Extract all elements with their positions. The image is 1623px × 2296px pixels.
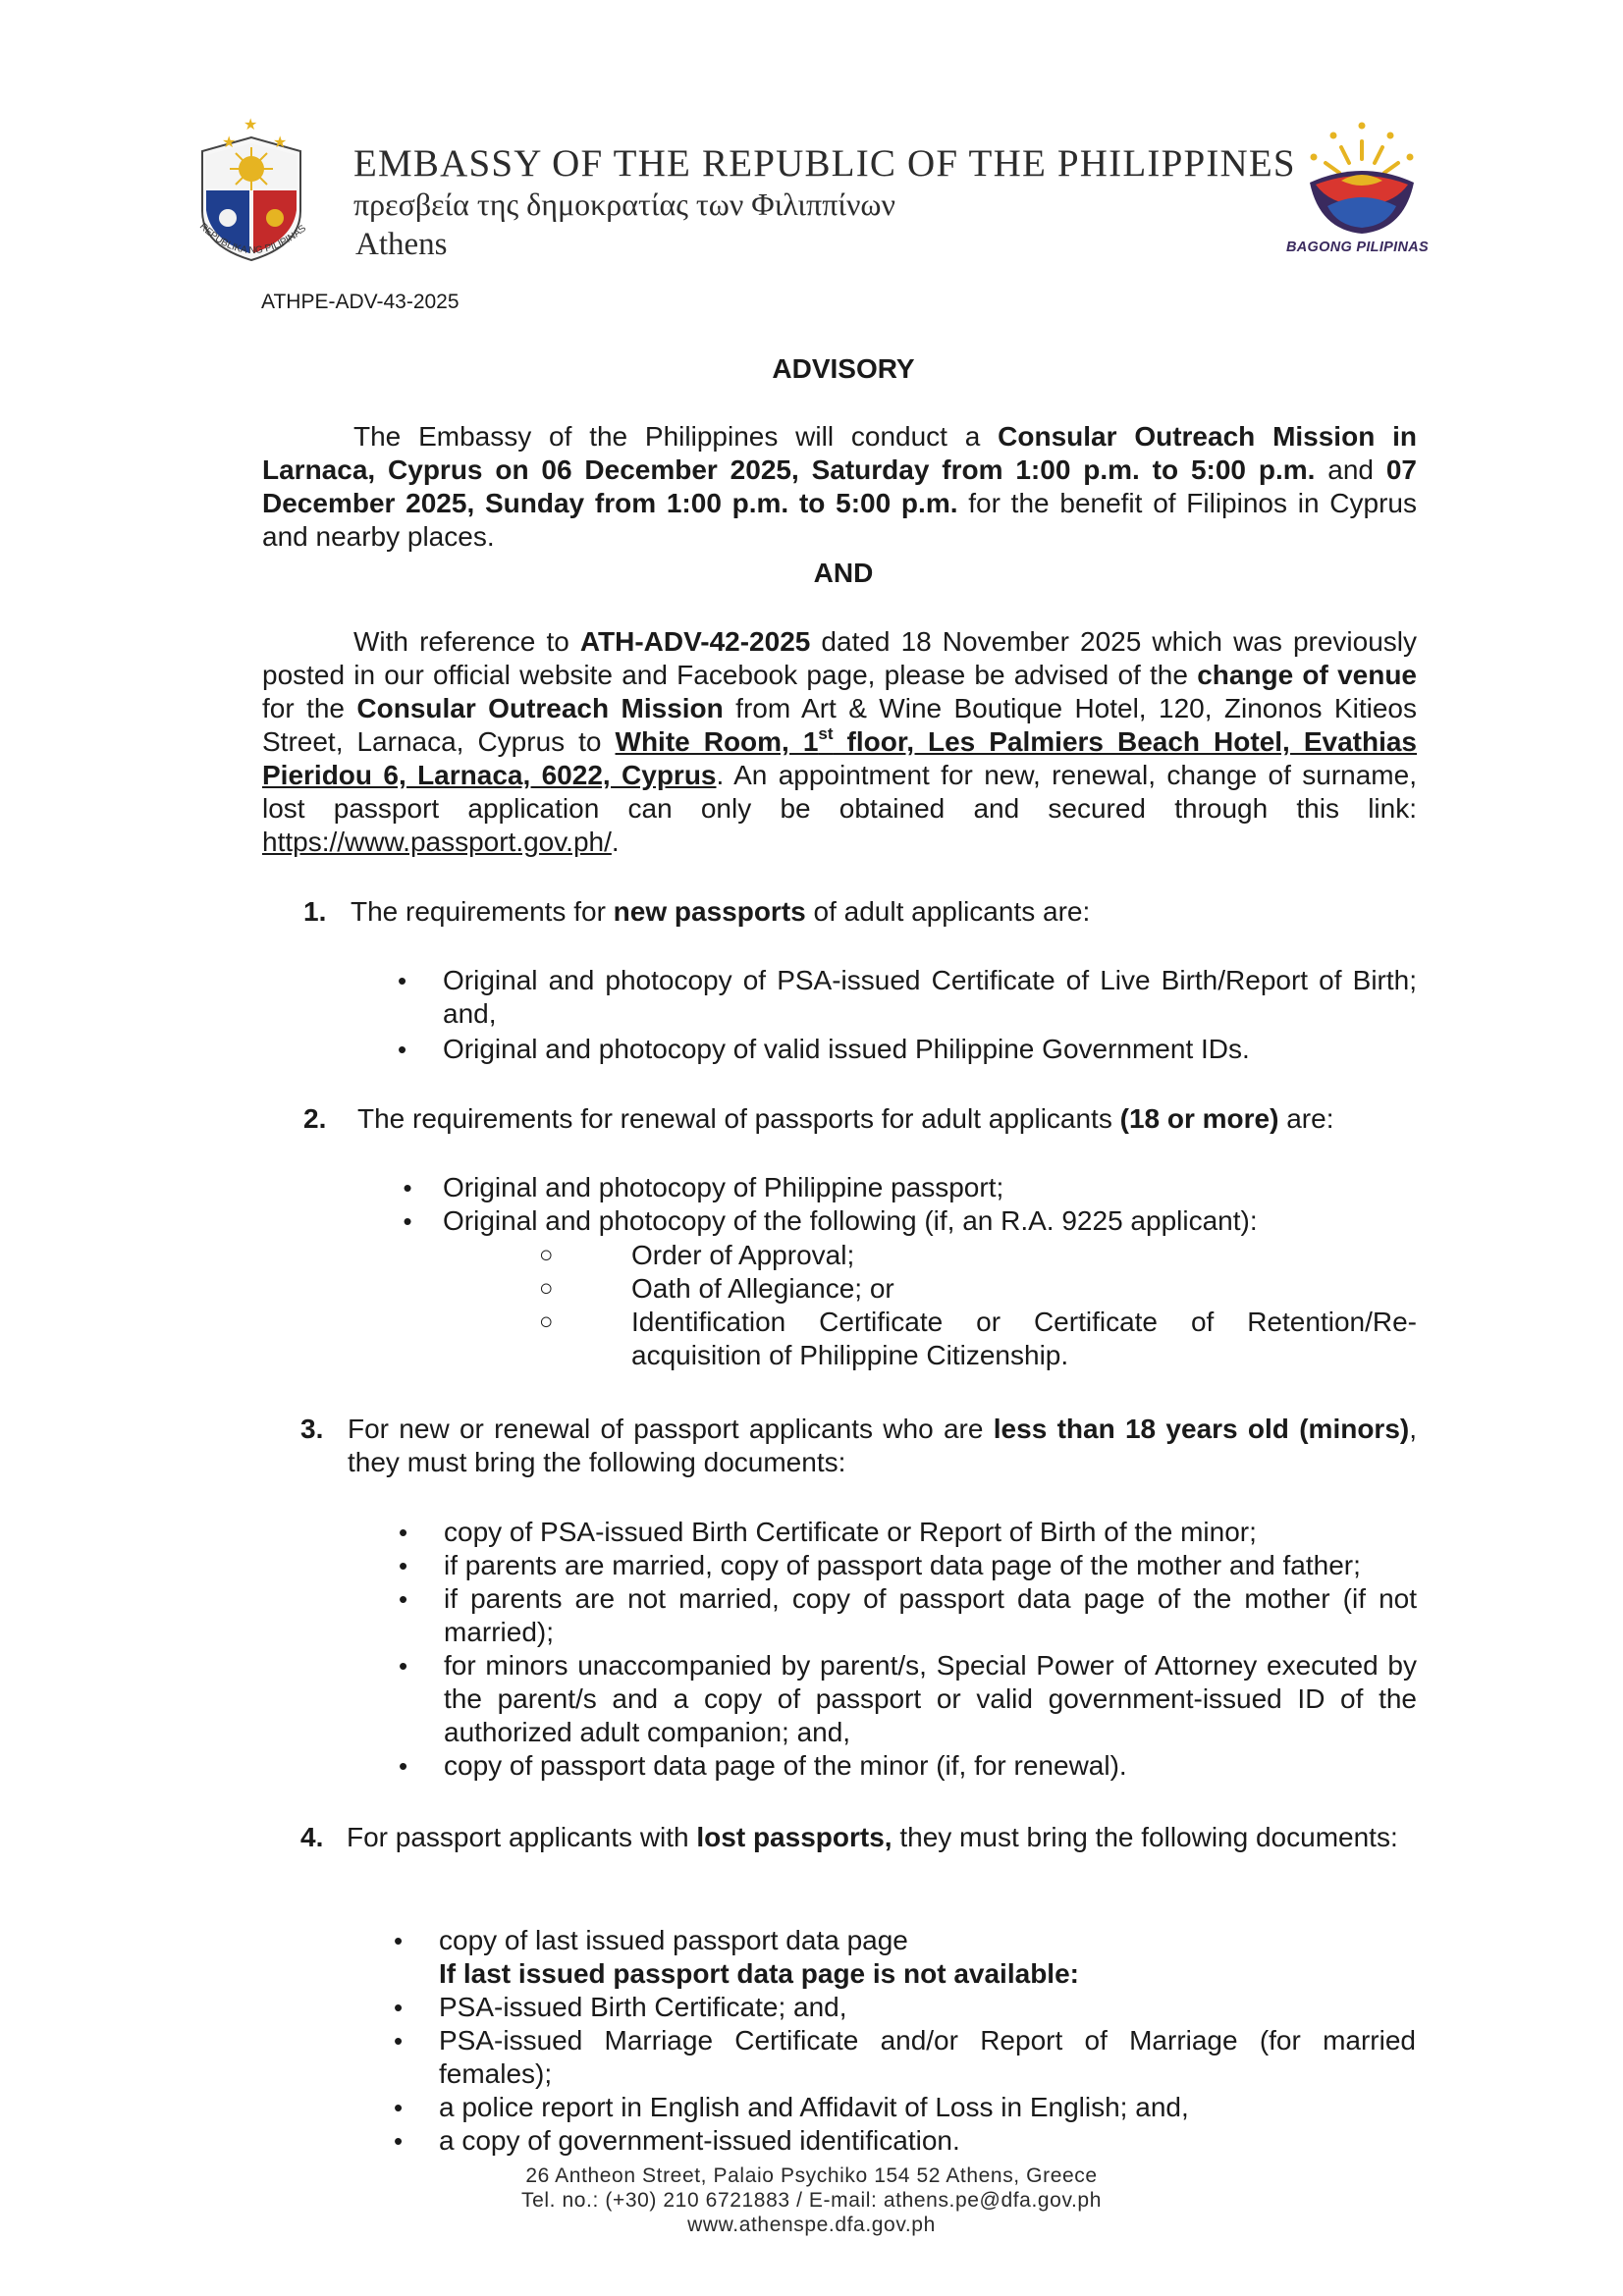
philippine-seal-icon bbox=[183, 108, 320, 285]
list-item: • copy of PSA-issued Birth Certificate or Report of Birth of the minor; bbox=[399, 1517, 1257, 1547]
item-4-bullets bbox=[394, 1924, 1416, 2158]
list-item: ○ Identification Certificate or Certificate of Retention/Re-acquisition of Philippine Citizenship. bbox=[539, 1307, 1417, 1370]
embassy-city: Athens bbox=[355, 227, 448, 262]
list-item: • Original and photocopy of valid issued Philippine Government IDs. bbox=[398, 1034, 1250, 1064]
embassy-name-greek: πρεσβεία της δημοκρατίας των Φιλιππίνων bbox=[353, 187, 895, 222]
item-2-bullets bbox=[403, 1171, 1417, 1238]
item-3-heading: For new or renewal of passport applicants who are less than 18 years old (minors), they must bring the following documents: bbox=[348, 1414, 1418, 1477]
item-4-heading: For passport applicants with lost passports, they must bring the following documents: bbox=[347, 1822, 1398, 1852]
item-1-bullets bbox=[398, 964, 1417, 1066]
item-3-bullets bbox=[399, 1516, 1417, 1783]
list-item: • PSA-issued Marriage Certificate and/or Report of Marriage (for married females); bbox=[394, 2025, 1416, 2089]
page-title: ADVISORY bbox=[772, 353, 915, 384]
venue-change-paragraph: With reference to ATH-ADV-42-2025 dated 18 November 2025 which was previously posted in our official website and Facebook page, please be advised of the change of venue for the Consular Outreach Mission from Art & Wine Boutique Hotel, 120, Zinonos Kitieos Street, Larnaca, Cyprus to White Room, 1st floor, Les Palmiers Beach Hotel, Evathias Pieridou 6, Larnaca, 6022, Cyprus. An appointment for new, renewal, change of surname, lost passport application can only be obtained and secured through this link: https://www.passport.gov.ph/. bbox=[262, 626, 1418, 857]
item-2-heading: The requirements for renewal of passports for adult applicants (18 or more) are: bbox=[357, 1103, 1334, 1134]
list-item: • Original and photocopy of PSA-issued Certificate of Live Birth/Report of Birth; and, bbox=[398, 965, 1417, 1029]
bagong-pilipinas-logo-icon bbox=[1298, 120, 1426, 236]
list-item: ○ Order of Approval; bbox=[539, 1240, 855, 1270]
reference-number: ATHPE-ADV-43-2025 bbox=[261, 291, 460, 313]
lost-passport-note: If last issued passport data page is not available: bbox=[439, 1958, 1079, 1989]
svg-text:★: ★ bbox=[222, 134, 237, 151]
item-4-number: 4. bbox=[300, 1822, 324, 1852]
list-item: • if parents are married, copy of passport data page of the mother and father; bbox=[399, 1550, 1361, 1580]
item-1-number: 1. bbox=[303, 896, 327, 927]
intro-paragraph: The Embassy of the Philippines will conduct a Consular Outreach Mission in Larnaca, Cyprus on 06 December 2025, Saturday from 1:00 p.m. to 5:00 p.m. and 07 December 2025, Sunday from 1:00 p.m. to 5:00 p.m. for the benefit of Filipinos in Cyprus and nearby places. bbox=[262, 421, 1417, 552]
svg-text:REPUBLIKA NG PILIPINAS: REPUBLIKA NG PILIPINAS bbox=[196, 221, 309, 257]
list-item: • Original and photocopy of Philippine passport; bbox=[403, 1172, 1004, 1202]
list-item: • for minors unaccompanied by parent/s, Special Power of Attorney executed by the parent/s and a copy of passport or valid government-issued ID of the authorized adult companion; and, bbox=[399, 1650, 1417, 1747]
list-item: • copy of last issued passport data page bbox=[394, 1925, 908, 1955]
footer-website: www.athenspe.dfa.gov.ph bbox=[687, 2214, 936, 2236]
list-item: • Original and photocopy of the following (if, an R.A. 9225 applicant): bbox=[403, 1205, 1258, 1236]
item-2-sub-bullets bbox=[539, 1239, 1417, 1372]
bagong-pilipinas-label: BAGONG PILIPINAS bbox=[1286, 240, 1429, 255]
list-item: • copy of passport data page of the minor (if, for renewal). bbox=[399, 1750, 1127, 1781]
footer-address: 26 Antheon Street, Palaio Psychiko 154 52 Athens, Greece bbox=[525, 2164, 1098, 2187]
item-1-heading: The requirements for new passports of adult applicants are: bbox=[351, 896, 1091, 927]
list-item: • PSA-issued Birth Certificate; and, bbox=[394, 1992, 847, 2022]
passport-appointment-link[interactable]: https://www.passport.gov.ph/ bbox=[262, 827, 612, 857]
and-separator: AND bbox=[813, 558, 874, 588]
list-item: • a police report in English and Affidavit of Loss in English; and, bbox=[394, 2092, 1189, 2122]
item-2-number: 2. bbox=[303, 1103, 327, 1134]
list-item: • if parents are not married, copy of passport data page of the mother (if not married); bbox=[399, 1583, 1417, 1647]
embassy-name-english: EMBASSY OF THE REPUBLIC OF THE PHILIPPINES bbox=[353, 142, 1296, 185]
svg-text:★: ★ bbox=[243, 117, 258, 133]
list-item: • a copy of government-issued identification. bbox=[394, 2125, 960, 2156]
new-venue: White Room, 1st floor, Les Palmiers Beach Hotel, Evathias Pieridou 6, Larnaca, 6022, Cyprus bbox=[262, 723, 1418, 790]
footer-contact: Tel. no.: (+30) 210 6721883 / E-mail: athens.pe@dfa.gov.ph bbox=[520, 2189, 1102, 2212]
item-3-number: 3. bbox=[300, 1414, 324, 1444]
list-item: ○ Oath of Allegiance; or bbox=[539, 1273, 894, 1304]
svg-text:★: ★ bbox=[273, 134, 288, 151]
